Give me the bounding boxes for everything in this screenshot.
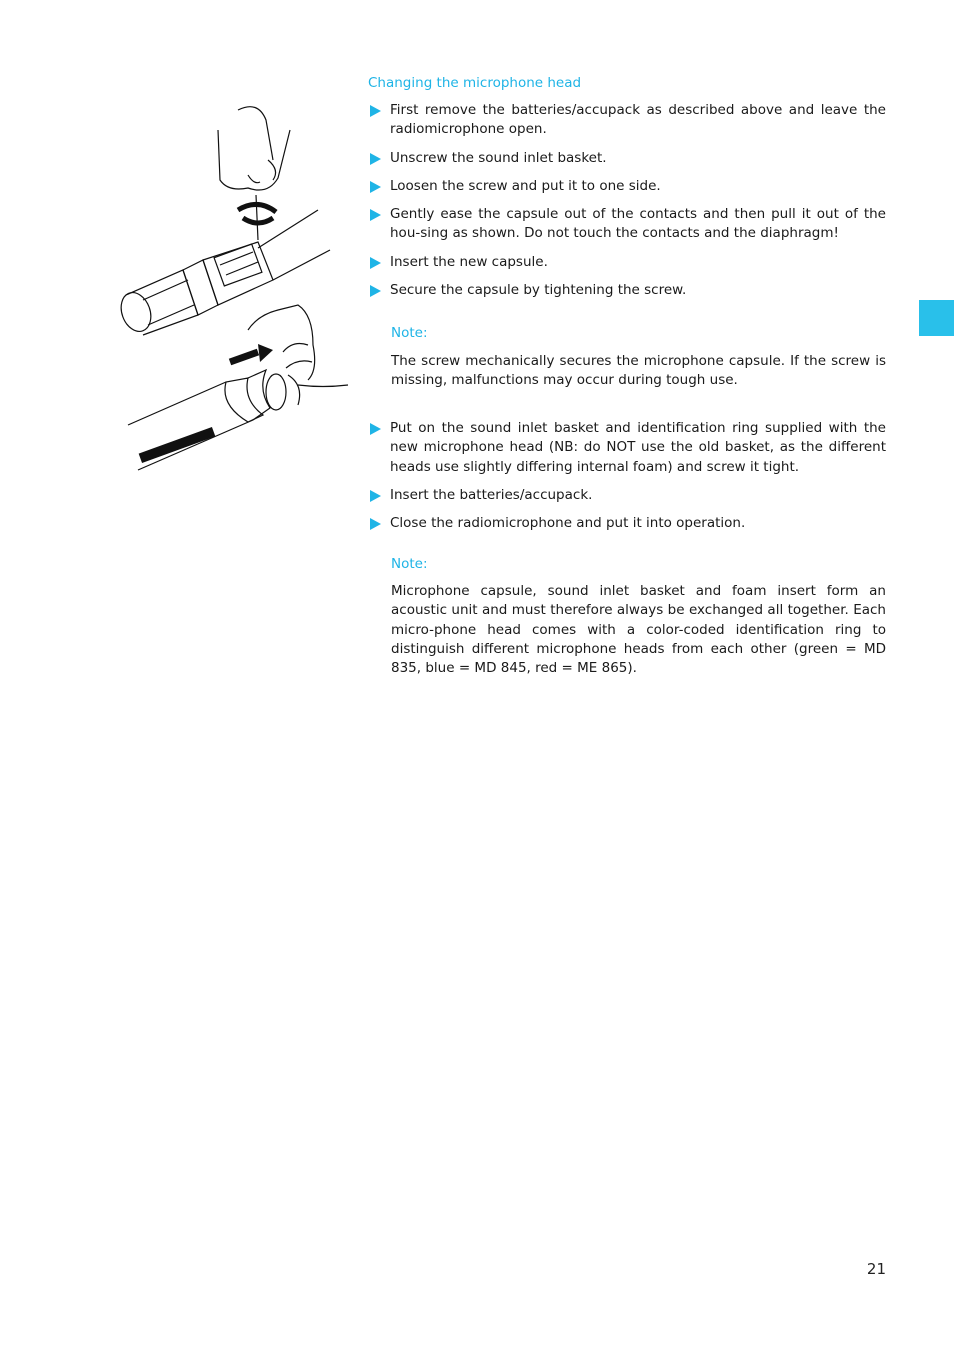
chapter-tab-marker [919,300,954,336]
list-item [368,281,886,300]
triangle-right-icon [368,205,390,224]
list-item [368,205,886,244]
steps-list-1 [368,101,886,300]
list-item [368,149,886,168]
triangle-right-icon [368,514,390,533]
triangle-right-icon [368,281,390,300]
step-text: Insert the new capsule. [390,253,548,270]
triangle-right-icon [368,101,390,120]
triangle-right-icon [368,177,390,196]
note-text: The screw mechanically secures the microphone capsule. If the screw is missing, malfunctions may occur during tough use. [391,353,886,389]
microphone-capsule-illustration [108,100,358,480]
step-text: First remove the batteries/accupack as described above and leave the radiomicrophone open. [390,102,886,138]
step-text: Loosen the screw and put it to one side. [390,177,661,194]
note-text: Microphone capsule, sound inlet basket and foam insert form an acoustic unit and must therefore always be exchanged all together. Each micro-phone head comes with a color-coded identification ring to distinguish different microphone heads from each other (green = MD 835, blue = MD 845, red = ME 865). [391,583,886,677]
list-item [368,419,886,477]
list-item [368,253,886,272]
step-text: Close the radiomicrophone and put it into operation. [390,515,746,532]
note-label: Note: [391,556,428,572]
triangle-right-icon [368,253,390,272]
step-text: Insert the batteries/accupack. [390,486,593,503]
list-item [368,177,886,196]
step-text: Secure the capsule by tightening the screw. [390,282,687,299]
triangle-right-icon [368,149,390,168]
step-text: Put on the sound inlet basket and identification ring supplied with the new microphone head (NB: do NOT use the old basket, as the different heads use slightly differing internal foam) and screw it tight. [390,420,886,475]
list-item [368,514,886,533]
step-text: Unscrew the sound inlet basket. [390,149,607,166]
steps-list-2 [368,419,886,533]
note-label: Note: [391,325,428,341]
list-item [368,101,886,140]
section-heading: Changing the microphone head [368,75,582,91]
list-item [368,486,886,505]
triangle-right-icon [368,419,390,438]
step-text: Gently ease the capsule out of the contacts and then pull it out of the hou-sing as shown. Do not touch the contacts and the diaphragm! [390,206,886,242]
page-number: 21 [866,1260,886,1278]
triangle-right-icon [368,486,390,505]
